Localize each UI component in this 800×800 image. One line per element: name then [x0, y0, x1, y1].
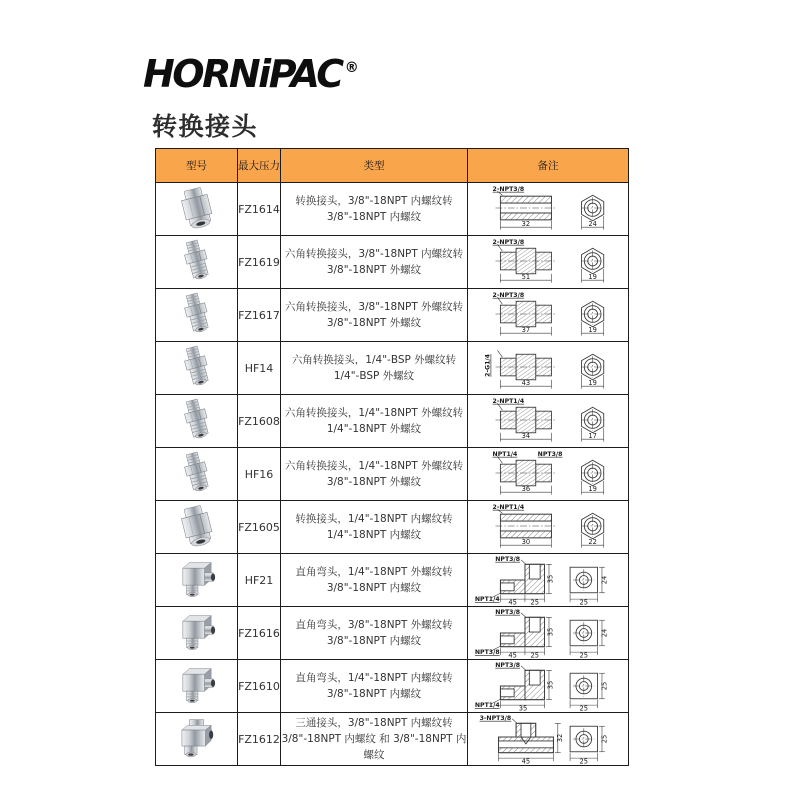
end-dimension-vertical: 25: [600, 734, 609, 744]
model-cell: FZ1605: [238, 501, 281, 554]
table-row: [156, 289, 629, 342]
tee-fitting-photo: [157, 714, 237, 764]
length-dimension: 36: [521, 484, 531, 493]
hex-nipple-photo: [157, 449, 237, 499]
technical-drawing: [469, 607, 627, 659]
dimension-vertical: 35: [546, 680, 555, 690]
dimension-a: 45: [521, 757, 531, 765]
product-photo-cell: [156, 236, 238, 289]
dimension-b: 25: [530, 598, 539, 606]
technical-drawing: [469, 501, 627, 553]
table-row: [156, 660, 629, 713]
hex-dimension: 19: [588, 272, 597, 281]
dimension-vertical: 32: [556, 733, 565, 743]
model-cell: HF21: [238, 554, 281, 607]
technical-drawing: [469, 183, 627, 235]
type-cell: 转换接头，3/8"-18NPT 内螺纹转 3/8"-18NPT 内螺纹: [281, 183, 468, 236]
technical-drawing: [469, 289, 627, 341]
thread-label-bottom: NPT3/8: [474, 649, 500, 657]
drawing-cell: [468, 607, 629, 660]
end-dimension: 25: [579, 704, 589, 712]
type-cell: 六角转换接头，1/4"-18NPT 外螺纹转 1/4"-18NPT 外螺纹: [281, 395, 468, 448]
page-title: 转换接头: [152, 112, 259, 141]
drawing-cell: [468, 501, 629, 554]
brand-logo-text: HORNiPAC: [143, 52, 342, 96]
table-row: [156, 607, 629, 660]
type-cell: 直角弯头，3/8"-18NPT 外螺纹转 3/8"-18NPT 内螺纹: [281, 607, 468, 660]
thread-label: 2-NPT3/8: [492, 185, 525, 193]
model-cell: FZ1612: [238, 713, 281, 766]
header-remark: 备注: [468, 149, 629, 183]
end-dimension: 25: [579, 598, 589, 606]
type-cell: 六角转换接头，3/8"-18NPT 内螺纹转 3/8"-18NPT 外螺纹: [281, 236, 468, 289]
length-dimension: 34: [521, 431, 531, 440]
end-dimension: 25: [579, 651, 589, 659]
hex-nipple-photo: [157, 343, 237, 393]
type-cell: 转换接头，1/4"-18NPT 内螺纹转 1/4"-18NPT 内螺纹: [281, 501, 468, 554]
length-dimension: 51: [521, 272, 531, 281]
drawing-cell: [468, 342, 629, 395]
hex-dimension: 22: [588, 537, 597, 546]
drawing-cell: [468, 554, 629, 607]
product-photo-cell: [156, 289, 238, 342]
type-cell: 直角弯头，1/4"-18NPT 内螺纹转 3/8"-18NPT 内螺纹: [281, 660, 468, 713]
dimension-a: 35: [518, 704, 528, 712]
model-cell: FZ1608: [238, 395, 281, 448]
table-row: [156, 448, 629, 501]
model-cell: FZ1617: [238, 289, 281, 342]
product-photo-cell: [156, 660, 238, 713]
drawing-cell: [468, 183, 629, 236]
technical-drawing: [469, 448, 627, 500]
model-cell: FZ1610: [238, 660, 281, 713]
length-dimension: 43: [521, 378, 531, 387]
hex-dimension: 24: [588, 219, 597, 228]
table-row: [156, 342, 629, 395]
product-photo-cell: [156, 713, 238, 766]
model-cell: HF16: [238, 448, 281, 501]
thread-label-left: NPT1/4: [492, 450, 518, 458]
hex-dimension: 19: [588, 325, 597, 334]
hex-nipple-photo: [157, 396, 237, 446]
type-cell: 三通接头，3/8"-18NPT 内螺纹转 3/8"-18NPT 内螺纹 和 3/8"-18NPT 内螺纹: [281, 713, 468, 766]
product-photo-cell: [156, 183, 238, 236]
dimension-b: 25: [530, 651, 539, 659]
type-cell: 六角转换接头，1/4"-18NPT 外螺纹转 3/8"-18NPT 外螺纹: [281, 448, 468, 501]
elbow-fitting-photo: [157, 555, 237, 605]
drawing-cell: [468, 660, 629, 713]
thread-label-top: NPT3/8: [495, 661, 521, 669]
model-cell: FZ1619: [238, 236, 281, 289]
technical-drawing: [469, 554, 627, 606]
drawing-cell: [468, 289, 629, 342]
table-row: [156, 395, 629, 448]
length-dimension: 37: [521, 325, 531, 334]
length-dimension: 32: [521, 219, 531, 228]
model-cell: FZ1616: [238, 607, 281, 660]
type-cell: 六角转换接头，1/4"-BSP 外螺纹转 1/4"-BSP 外螺纹: [281, 342, 468, 395]
model-cell: FZ1614: [238, 183, 281, 236]
drawing-cell: [468, 448, 629, 501]
product-photo-cell: [156, 448, 238, 501]
thread-label-right: NPT3/8: [537, 450, 563, 458]
product-photo-cell: [156, 395, 238, 448]
hex-coupling-photo: [157, 184, 237, 234]
thread-label: 2-NPT3/8: [492, 238, 525, 246]
hex-nipple-photo: [157, 237, 237, 287]
table-row: [156, 501, 629, 554]
thread-label: 3-NPT3/8: [479, 714, 512, 722]
header-max-pressure: 最大压力: [238, 149, 281, 183]
type-cell: 直角弯头，1/4"-18NPT 外螺纹转 3/8"-18NPT 内螺纹: [281, 554, 468, 607]
technical-drawing: [469, 342, 627, 394]
thread-label-bottom: NPT1/4: [474, 702, 500, 710]
elbow-fitting-photo: [157, 661, 237, 711]
product-photo-cell: [156, 342, 238, 395]
length-dimension: 30: [521, 537, 531, 546]
table-row: [156, 713, 629, 766]
thread-label-bottom: NPT1/4: [474, 596, 500, 604]
technical-drawing: [469, 660, 627, 712]
table-header-row: [156, 149, 629, 183]
technical-drawing: [469, 713, 627, 765]
thread-label-top: NPT3/8: [495, 608, 521, 616]
hex-dimension: 19: [588, 484, 597, 493]
brand-logo: [143, 52, 359, 96]
hex-nipple-photo: [157, 290, 237, 340]
dimension-a: 45: [508, 651, 517, 659]
hex-dimension: 19: [588, 378, 597, 387]
table-row: [156, 236, 629, 289]
hex-dimension: 17: [588, 431, 597, 440]
end-dimension-vertical: 24: [600, 628, 609, 638]
table-row: [156, 183, 629, 236]
registered-trademark-symbol: ®: [344, 60, 359, 76]
drawing-cell: [468, 713, 629, 766]
thread-label-top: NPT3/8: [495, 555, 521, 563]
table-row: [156, 554, 629, 607]
model-cell: HF14: [238, 342, 281, 395]
elbow-fitting-photo: [157, 608, 237, 658]
header-type: 类型: [281, 149, 468, 183]
product-table: [155, 148, 629, 766]
end-dimension-vertical: 24: [600, 575, 609, 585]
drawing-cell: [468, 395, 629, 448]
header-model: 型号: [156, 149, 238, 183]
product-photo-cell: [156, 607, 238, 660]
dimension-vertical: 35: [546, 627, 555, 637]
product-photo-cell: [156, 501, 238, 554]
hex-coupling-photo: [157, 502, 237, 552]
end-dimension-vertical: 25: [600, 681, 609, 691]
end-dimension: 25: [579, 757, 589, 765]
technical-drawing: [469, 236, 627, 288]
product-photo-cell: [156, 554, 238, 607]
technical-drawing: [469, 395, 627, 447]
type-cell: 六角转换接头，3/8"-18NPT 外螺纹转 3/8"-18NPT 外螺纹: [281, 289, 468, 342]
thread-label: 2-NPT1/4: [492, 503, 525, 511]
thread-label: 2-NPT3/8: [492, 291, 525, 299]
thread-label-side: 2-G1/4: [484, 354, 492, 377]
dimension-a: 45: [508, 598, 517, 606]
dimension-vertical: 35: [546, 574, 555, 584]
drawing-cell: [468, 236, 629, 289]
thread-label: 2-NPT1/4: [492, 397, 525, 405]
